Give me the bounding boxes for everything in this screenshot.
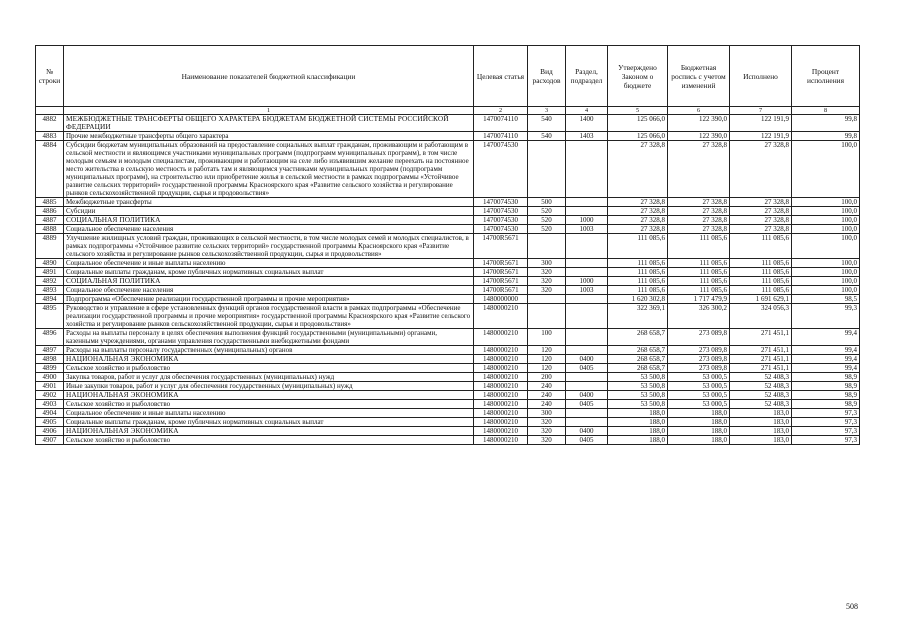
cell-executed: 183,0 <box>730 409 792 418</box>
cell-budget-schedule: 273 089,8 <box>668 329 730 346</box>
cell-expense-type: 200 <box>528 373 566 382</box>
cell-executed: 271 451,1 <box>730 364 792 373</box>
cell-target-article: 14700R5671 <box>474 234 528 259</box>
table-row <box>36 216 860 225</box>
cell-target-article: 1480000210 <box>474 329 528 346</box>
budget-table-sheet <box>35 45 859 445</box>
cell-percent: 98,5 <box>792 295 860 304</box>
table-row <box>36 304 860 329</box>
cell-target-article: 1480000210 <box>474 400 528 409</box>
cell-approved: 111 085,6 <box>608 286 668 295</box>
cell-name: Субсидии бюджетам муниципальных образований на предоставление социальных выплат гражданам, проживающим и работающим в сельской местности и являющимся участниками муниципальных программ (подпрограмм муниципальных программ), в том числе молодым семьям и молодым специалистам, проживающим и работающим на селе либо изъявившим желание переехать на постоянное место жительства в сельскую местность и работать там и являющимся участниками муниципальных программ (подпрограмм муниципальных программ), на строительство или приобретение жилья в сельской местности в рамках подпрограммы «Устойчивое развитие сельских территорий» государственной программы Красноярского края «Развитие сельского хозяйства и регулирование рынков сельскохозяйственной продукции, сырья и продовольствия» <box>64 141 474 198</box>
cell-executed: 111 085,6 <box>730 259 792 268</box>
cell-target-article: 14700R5671 <box>474 268 528 277</box>
cell-approved: 268 658,7 <box>608 329 668 346</box>
header-budget-schedule: Бюджетная роспись с учетом изменений <box>668 46 730 107</box>
cell-section: 1003 <box>566 225 608 234</box>
cell-section: 0405 <box>566 364 608 373</box>
cell-budget-schedule: 122 390,0 <box>668 115 730 132</box>
cell-section: 1000 <box>566 277 608 286</box>
cell-percent: 99,4 <box>792 346 860 355</box>
cell-section <box>566 207 608 216</box>
cell-target-article: 1480000210 <box>474 409 528 418</box>
cell-section <box>566 268 608 277</box>
cell-name: НАЦИОНАЛЬНАЯ ЭКОНОМИКА <box>64 391 474 400</box>
cell-percent: 100,0 <box>792 216 860 225</box>
cell-expense-type <box>528 295 566 304</box>
cell-row-number: 4902 <box>36 391 64 400</box>
cell-percent: 99,4 <box>792 355 860 364</box>
cell-budget-schedule: 27 328,8 <box>668 225 730 234</box>
cell-expense-type: 240 <box>528 391 566 400</box>
cell-budget-schedule: 111 085,6 <box>668 286 730 295</box>
cell-name: Межбюджетные трансферты <box>64 198 474 207</box>
cell-name: НАЦИОНАЛЬНАЯ ЭКОНОМИКА <box>64 427 474 436</box>
cell-target-article: 1480000210 <box>474 373 528 382</box>
cell-expense-type: 120 <box>528 355 566 364</box>
table-row <box>36 141 860 198</box>
cell-budget-schedule: 273 089,8 <box>668 346 730 355</box>
cell-approved: 27 328,8 <box>608 216 668 225</box>
cell-row-number: 4890 <box>36 259 64 268</box>
cell-expense-type: 240 <box>528 382 566 391</box>
table-row <box>36 234 860 259</box>
header-approved: Утверждено Законом о бюджете <box>608 46 668 107</box>
table-row <box>36 391 860 400</box>
cell-section: 1403 <box>566 132 608 141</box>
cell-executed: 52 408,3 <box>730 391 792 400</box>
cell-name: СОЦИАЛЬНАЯ ПОЛИТИКА <box>64 277 474 286</box>
cell-section <box>566 382 608 391</box>
cell-expense-type: 100 <box>528 329 566 346</box>
cell-name: МЕЖБЮДЖЕТНЫЕ ТРАНСФЕРТЫ ОБЩЕГО ХАРАКТЕРА БЮДЖЕТАМ БЮДЖЕТНОЙ СИСТЕМЫ РОССИЙСКОЙ ФЕДЕРАЦИИ <box>64 115 474 132</box>
cell-name: Социальное обеспечение населения <box>64 225 474 234</box>
cell-target-article: 1470074530 <box>474 141 528 198</box>
cell-target-article: 1470074530 <box>474 216 528 225</box>
cell-approved: 322 369,1 <box>608 304 668 329</box>
cell-target-article: 1480000210 <box>474 355 528 364</box>
cell-approved: 188,0 <box>608 436 668 445</box>
header-percent: Процент исполнения <box>792 46 860 107</box>
cell-expense-type: 120 <box>528 346 566 355</box>
cell-percent: 100,0 <box>792 141 860 198</box>
cell-approved: 188,0 <box>608 409 668 418</box>
cell-percent: 99,4 <box>792 329 860 346</box>
header-target-article: Целевая статья <box>474 46 528 107</box>
table-row <box>36 295 860 304</box>
cell-executed: 111 085,6 <box>730 268 792 277</box>
cell-percent: 98,9 <box>792 400 860 409</box>
table-row <box>36 373 860 382</box>
cell-budget-schedule: 188,0 <box>668 418 730 427</box>
cell-executed: 1 691 629,1 <box>730 295 792 304</box>
cell-budget-schedule: 273 089,8 <box>668 364 730 373</box>
cell-percent: 100,0 <box>792 277 860 286</box>
cell-section: 1400 <box>566 115 608 132</box>
cell-row-number: 4893 <box>36 286 64 295</box>
cell-budget-schedule: 27 328,8 <box>668 141 730 198</box>
cell-expense-type: 320 <box>528 277 566 286</box>
cell-approved: 1 620 302,8 <box>608 295 668 304</box>
cell-budget-schedule: 188,0 <box>668 436 730 445</box>
cell-executed: 183,0 <box>730 427 792 436</box>
cell-percent: 99,3 <box>792 304 860 329</box>
cell-executed: 27 328,8 <box>730 216 792 225</box>
cell-row-number: 4898 <box>36 355 64 364</box>
table-row <box>36 409 860 418</box>
col-number-blank <box>36 107 64 115</box>
cell-expense-type: 320 <box>528 268 566 277</box>
cell-executed: 52 408,3 <box>730 400 792 409</box>
cell-expense-type <box>528 234 566 259</box>
cell-expense-type: 320 <box>528 436 566 445</box>
cell-percent: 100,0 <box>792 225 860 234</box>
cell-section <box>566 259 608 268</box>
cell-budget-schedule: 326 300,2 <box>668 304 730 329</box>
cell-expense-type: 540 <box>528 132 566 141</box>
cell-approved: 111 085,6 <box>608 259 668 268</box>
cell-approved: 268 658,7 <box>608 355 668 364</box>
cell-approved: 111 085,6 <box>608 268 668 277</box>
table-row <box>36 364 860 373</box>
table-row <box>36 277 860 286</box>
cell-percent: 98,9 <box>792 391 860 400</box>
cell-budget-schedule: 53 000,5 <box>668 382 730 391</box>
cell-name: НАЦИОНАЛЬНАЯ ЭКОНОМИКА <box>64 355 474 364</box>
cell-executed: 324 056,3 <box>730 304 792 329</box>
cell-approved: 111 085,6 <box>608 277 668 286</box>
cell-name: Сельское хозяйство и рыболовство <box>64 436 474 445</box>
cell-approved: 125 066,0 <box>608 115 668 132</box>
table-row <box>36 400 860 409</box>
cell-row-number: 4899 <box>36 364 64 373</box>
cell-name: Расходы на выплаты персоналу государственных (муниципальных) органов <box>64 346 474 355</box>
cell-row-number: 4897 <box>36 346 64 355</box>
col-number: 5 <box>608 107 668 115</box>
col-number: 8 <box>792 107 860 115</box>
cell-name: Социальные выплаты гражданам, кроме публичных нормативных социальных выплат <box>64 268 474 277</box>
cell-target-article: 1480000210 <box>474 346 528 355</box>
cell-approved: 27 328,8 <box>608 207 668 216</box>
cell-budget-schedule: 111 085,6 <box>668 259 730 268</box>
cell-percent: 97,3 <box>792 418 860 427</box>
cell-row-number: 4892 <box>36 277 64 286</box>
cell-executed: 122 191,9 <box>730 115 792 132</box>
cell-executed: 27 328,8 <box>730 207 792 216</box>
cell-name: Социальные выплаты гражданам, кроме публичных нормативных социальных выплат <box>64 418 474 427</box>
cell-percent: 99,8 <box>792 115 860 132</box>
cell-row-number: 4895 <box>36 304 64 329</box>
cell-target-article: 14700R5671 <box>474 277 528 286</box>
cell-budget-schedule: 111 085,6 <box>668 268 730 277</box>
table-row <box>36 225 860 234</box>
cell-row-number: 4884 <box>36 141 64 198</box>
cell-approved: 53 500,8 <box>608 391 668 400</box>
table-row <box>36 259 860 268</box>
cell-section <box>566 373 608 382</box>
cell-approved: 125 066,0 <box>608 132 668 141</box>
cell-expense-type: 300 <box>528 259 566 268</box>
cell-expense-type: 320 <box>528 418 566 427</box>
cell-expense-type <box>528 304 566 329</box>
table-row <box>36 329 860 346</box>
cell-name: Иные закупки товаров, работ и услуг для обеспечения государственных (муниципальных) нужд <box>64 382 474 391</box>
cell-row-number: 4883 <box>36 132 64 141</box>
cell-approved: 53 500,8 <box>608 373 668 382</box>
cell-percent: 97,3 <box>792 409 860 418</box>
cell-row-number: 4904 <box>36 409 64 418</box>
cell-name: СОЦИАЛЬНАЯ ПОЛИТИКА <box>64 216 474 225</box>
col-number: 4 <box>566 107 608 115</box>
cell-target-article: 1480000210 <box>474 391 528 400</box>
cell-approved: 188,0 <box>608 427 668 436</box>
cell-row-number: 4887 <box>36 216 64 225</box>
cell-executed: 122 191,9 <box>730 132 792 141</box>
col-number: 3 <box>528 107 566 115</box>
cell-budget-schedule: 1 717 479,9 <box>668 295 730 304</box>
cell-expense-type: 120 <box>528 364 566 373</box>
cell-budget-schedule: 27 328,8 <box>668 207 730 216</box>
cell-budget-schedule: 188,0 <box>668 409 730 418</box>
cell-section: 1000 <box>566 216 608 225</box>
cell-executed: 27 328,8 <box>730 141 792 198</box>
cell-expense-type: 320 <box>528 286 566 295</box>
cell-expense-type: 540 <box>528 115 566 132</box>
cell-name: Субсидии <box>64 207 474 216</box>
cell-target-article: 1480000000 <box>474 295 528 304</box>
cell-executed: 111 085,6 <box>730 277 792 286</box>
cell-percent: 97,3 <box>792 427 860 436</box>
cell-row-number: 4889 <box>36 234 64 259</box>
header-row-number: № строки <box>36 46 64 107</box>
cell-budget-schedule: 122 390,0 <box>668 132 730 141</box>
cell-executed: 52 408,3 <box>730 373 792 382</box>
cell-percent: 99,8 <box>792 132 860 141</box>
cell-expense-type: 520 <box>528 216 566 225</box>
cell-percent: 99,4 <box>792 364 860 373</box>
col-number: 1 <box>64 107 474 115</box>
cell-section <box>566 329 608 346</box>
cell-row-number: 4896 <box>36 329 64 346</box>
cell-executed: 183,0 <box>730 418 792 427</box>
cell-executed: 27 328,8 <box>730 225 792 234</box>
cell-section <box>566 418 608 427</box>
cell-budget-schedule: 53 000,5 <box>668 391 730 400</box>
cell-budget-schedule: 273 089,8 <box>668 355 730 364</box>
col-number: 7 <box>730 107 792 115</box>
cell-section <box>566 409 608 418</box>
cell-executed: 271 451,1 <box>730 329 792 346</box>
cell-name: Подпрограмма «Обеспечение реализации государственной программы и прочие мероприятия» <box>64 295 474 304</box>
cell-row-number: 4886 <box>36 207 64 216</box>
cell-percent: 100,0 <box>792 198 860 207</box>
cell-percent: 100,0 <box>792 234 860 259</box>
cell-row-number: 4888 <box>36 225 64 234</box>
cell-target-article: 1470074530 <box>474 207 528 216</box>
cell-percent: 100,0 <box>792 207 860 216</box>
cell-section <box>566 346 608 355</box>
cell-name: Социальное обеспечение населения <box>64 286 474 295</box>
cell-name: Социальное обеспечение и иные выплаты населению <box>64 259 474 268</box>
cell-target-article: 1480000210 <box>474 418 528 427</box>
cell-target-article: 1470074110 <box>474 132 528 141</box>
col-number: 2 <box>474 107 528 115</box>
cell-expense-type: 520 <box>528 225 566 234</box>
cell-budget-schedule: 53 000,5 <box>668 400 730 409</box>
cell-name: Расходы на выплаты персоналу в целях обеспечения выполнения функций государственными (муниципальными) органами, казенными учреждениями, органами управления государственными внебюджетными фондами <box>64 329 474 346</box>
cell-budget-schedule: 27 328,8 <box>668 198 730 207</box>
cell-percent: 98,9 <box>792 373 860 382</box>
cell-name: Сельское хозяйство и рыболовство <box>64 400 474 409</box>
cell-name: Сельское хозяйство и рыболовство <box>64 364 474 373</box>
cell-target-article: 1480000210 <box>474 427 528 436</box>
cell-percent: 100,0 <box>792 259 860 268</box>
table-row <box>36 198 860 207</box>
table-header <box>36 46 860 115</box>
cell-section: 1003 <box>566 286 608 295</box>
cell-row-number: 4907 <box>36 436 64 445</box>
cell-expense-type: 500 <box>528 198 566 207</box>
cell-row-number: 4894 <box>36 295 64 304</box>
cell-name: Прочие межбюджетные трансферты общего характера <box>64 132 474 141</box>
page-number: 508 <box>846 602 858 611</box>
cell-row-number: 4901 <box>36 382 64 391</box>
cell-percent: 100,0 <box>792 286 860 295</box>
cell-expense-type: 300 <box>528 409 566 418</box>
table-row <box>36 132 860 141</box>
cell-target-article: 1470074530 <box>474 225 528 234</box>
cell-approved: 27 328,8 <box>608 198 668 207</box>
cell-approved: 268 658,7 <box>608 364 668 373</box>
table-row <box>36 355 860 364</box>
cell-section <box>566 295 608 304</box>
cell-target-article: 1480000210 <box>474 382 528 391</box>
cell-executed: 27 328,8 <box>730 198 792 207</box>
cell-section: 0405 <box>566 436 608 445</box>
cell-row-number: 4903 <box>36 400 64 409</box>
cell-executed: 111 085,6 <box>730 286 792 295</box>
cell-approved: 53 500,8 <box>608 382 668 391</box>
cell-target-article: 1470074110 <box>474 115 528 132</box>
cell-approved: 268 658,7 <box>608 346 668 355</box>
header-section: Раздел, подраздел <box>566 46 608 107</box>
table-row <box>36 115 860 132</box>
cell-executed: 271 451,1 <box>730 355 792 364</box>
header-executed: Исполнено <box>730 46 792 107</box>
budget-table <box>35 45 860 445</box>
cell-section: 0400 <box>566 355 608 364</box>
cell-target-article: 14700R5671 <box>474 259 528 268</box>
cell-approved: 111 085,6 <box>608 234 668 259</box>
cell-section <box>566 141 608 198</box>
cell-approved: 188,0 <box>608 418 668 427</box>
cell-section <box>566 234 608 259</box>
cell-executed: 183,0 <box>730 436 792 445</box>
cell-section: 0405 <box>566 400 608 409</box>
cell-name: Социальное обеспечение и иные выплаты населению <box>64 409 474 418</box>
cell-approved: 53 500,8 <box>608 400 668 409</box>
cell-target-article: 14700R5671 <box>474 286 528 295</box>
cell-budget-schedule: 53 000,5 <box>668 373 730 382</box>
cell-executed: 271 451,1 <box>730 346 792 355</box>
cell-target-article: 1480000210 <box>474 436 528 445</box>
cell-row-number: 4885 <box>36 198 64 207</box>
cell-row-number: 4891 <box>36 268 64 277</box>
cell-section: 0400 <box>566 391 608 400</box>
cell-budget-schedule: 188,0 <box>668 427 730 436</box>
cell-percent: 98,9 <box>792 382 860 391</box>
cell-row-number: 4906 <box>36 427 64 436</box>
cell-section <box>566 198 608 207</box>
cell-budget-schedule: 111 085,6 <box>668 234 730 259</box>
cell-target-article: 1470074530 <box>474 198 528 207</box>
table-row <box>36 286 860 295</box>
cell-name: Закупка товаров, работ и услуг для обеспечения государственных (муниципальных) нужд <box>64 373 474 382</box>
cell-section <box>566 304 608 329</box>
cell-budget-schedule: 27 328,8 <box>668 216 730 225</box>
cell-row-number: 4900 <box>36 373 64 382</box>
cell-expense-type: 520 <box>528 207 566 216</box>
cell-row-number: 4905 <box>36 418 64 427</box>
cell-expense-type: 240 <box>528 400 566 409</box>
header-name: Наименование показателей бюджетной классификации <box>64 46 474 107</box>
cell-executed: 111 085,6 <box>730 234 792 259</box>
cell-expense-type <box>528 141 566 198</box>
table-row <box>36 436 860 445</box>
header-expense-type: Вид расходов <box>528 46 566 107</box>
cell-target-article: 1480000210 <box>474 304 528 329</box>
cell-name: Улучшение жилищных условий граждан, проживающих в сельской местности, в том числе молодых семей и молодых специалистов, в рамках подпрограммы «Устойчивое развитие сельских территорий» государственной программы Красноярского края «Развитие сельского хозяйства и регулирование рынков сельскохозяйственной продукции, сырья и продовольствия» <box>64 234 474 259</box>
cell-percent: 100,0 <box>792 268 860 277</box>
cell-approved: 27 328,8 <box>608 225 668 234</box>
cell-target-article: 1480000210 <box>474 364 528 373</box>
cell-approved: 27 328,8 <box>608 141 668 198</box>
cell-expense-type: 320 <box>528 427 566 436</box>
table-row <box>36 427 860 436</box>
cell-row-number: 4882 <box>36 115 64 132</box>
table-body <box>36 115 860 445</box>
cell-executed: 52 408,3 <box>730 382 792 391</box>
col-number: 6 <box>668 107 730 115</box>
cell-budget-schedule: 111 085,6 <box>668 277 730 286</box>
cell-percent: 97,3 <box>792 436 860 445</box>
cell-name: Руководство и управление в сфере установленных функций органов государственной власти в рамках подпрограммы «Обеспечение реализации государственной программы и прочие мероприятия» государственной программы Красноярского края «Развитие сельского хозяйства и регулирование рынков сельскохозяйственной продукции, сырья и продовольствия» <box>64 304 474 329</box>
cell-section: 0400 <box>566 427 608 436</box>
